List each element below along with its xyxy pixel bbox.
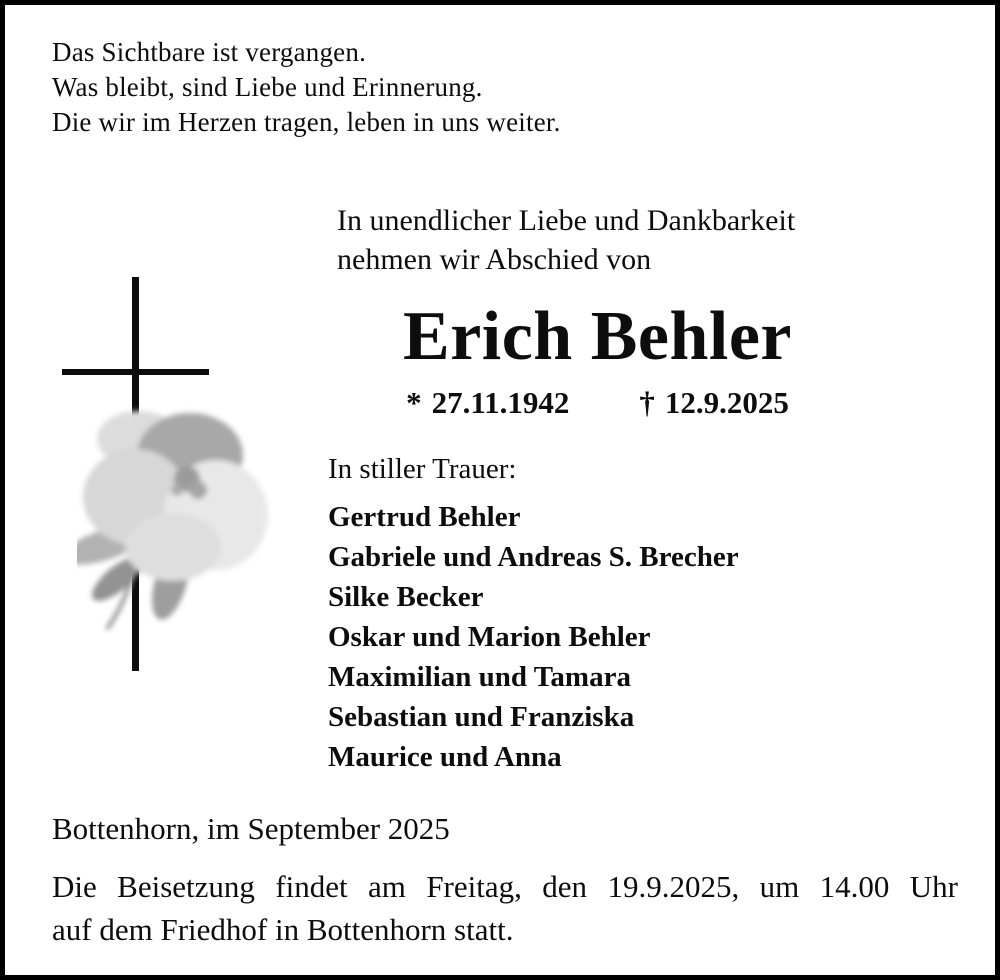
watercolor-rose-icon	[77, 395, 277, 635]
birth-date-value: 27.11.1942	[431, 385, 570, 420]
mourner-name: Gertrud Behler	[328, 501, 521, 533]
deceased-name: Erich Behler	[403, 298, 792, 375]
funeral-announcement	[52, 865, 958, 951]
mourner-name: Silke Becker	[328, 581, 484, 613]
quote-line: Das Sichtbare ist vergangen.	[52, 37, 367, 67]
memorial-quote	[52, 35, 561, 140]
death-cross-icon: †	[639, 385, 655, 420]
mourning-heading: In stiller Trauer:	[328, 453, 517, 485]
funeral-line: Die Beisetzung findet am Freitag, den 19.9.2025, um 14.00 Uhr	[52, 869, 958, 904]
life-dates	[5, 385, 995, 421]
place-and-date: Bottenhorn, im September 2025	[52, 811, 450, 846]
funeral-line: auf dem Friedhof in Bottenhorn statt.	[52, 912, 514, 947]
born-star-icon: *	[406, 385, 422, 420]
quote-line: Was bleibt, sind Liebe und Erinnerung.	[52, 72, 483, 102]
mourner-name: Gabriele und Andreas S. Brecher	[328, 541, 739, 573]
mourner-name: Oskar und Marion Behler	[328, 621, 651, 653]
mourner-name: Maximilian und Tamara	[328, 661, 631, 693]
quote-line: Die wir im Herzen tragen, leben in uns weiter.	[52, 107, 561, 137]
mourner-name: Sebastian und Franziska	[328, 701, 635, 733]
farewell-intro	[337, 201, 795, 279]
death-date-value: 12.9.2025	[664, 385, 789, 420]
birth-date	[406, 385, 569, 421]
intro-line: nehmen wir Abschied von	[337, 243, 652, 276]
intro-line: In unendlicher Liebe und Dankbarkeit	[337, 204, 796, 237]
death-date	[639, 385, 789, 421]
mourners-list	[328, 497, 739, 777]
mourner-name: Maurice und Anna	[328, 741, 562, 773]
